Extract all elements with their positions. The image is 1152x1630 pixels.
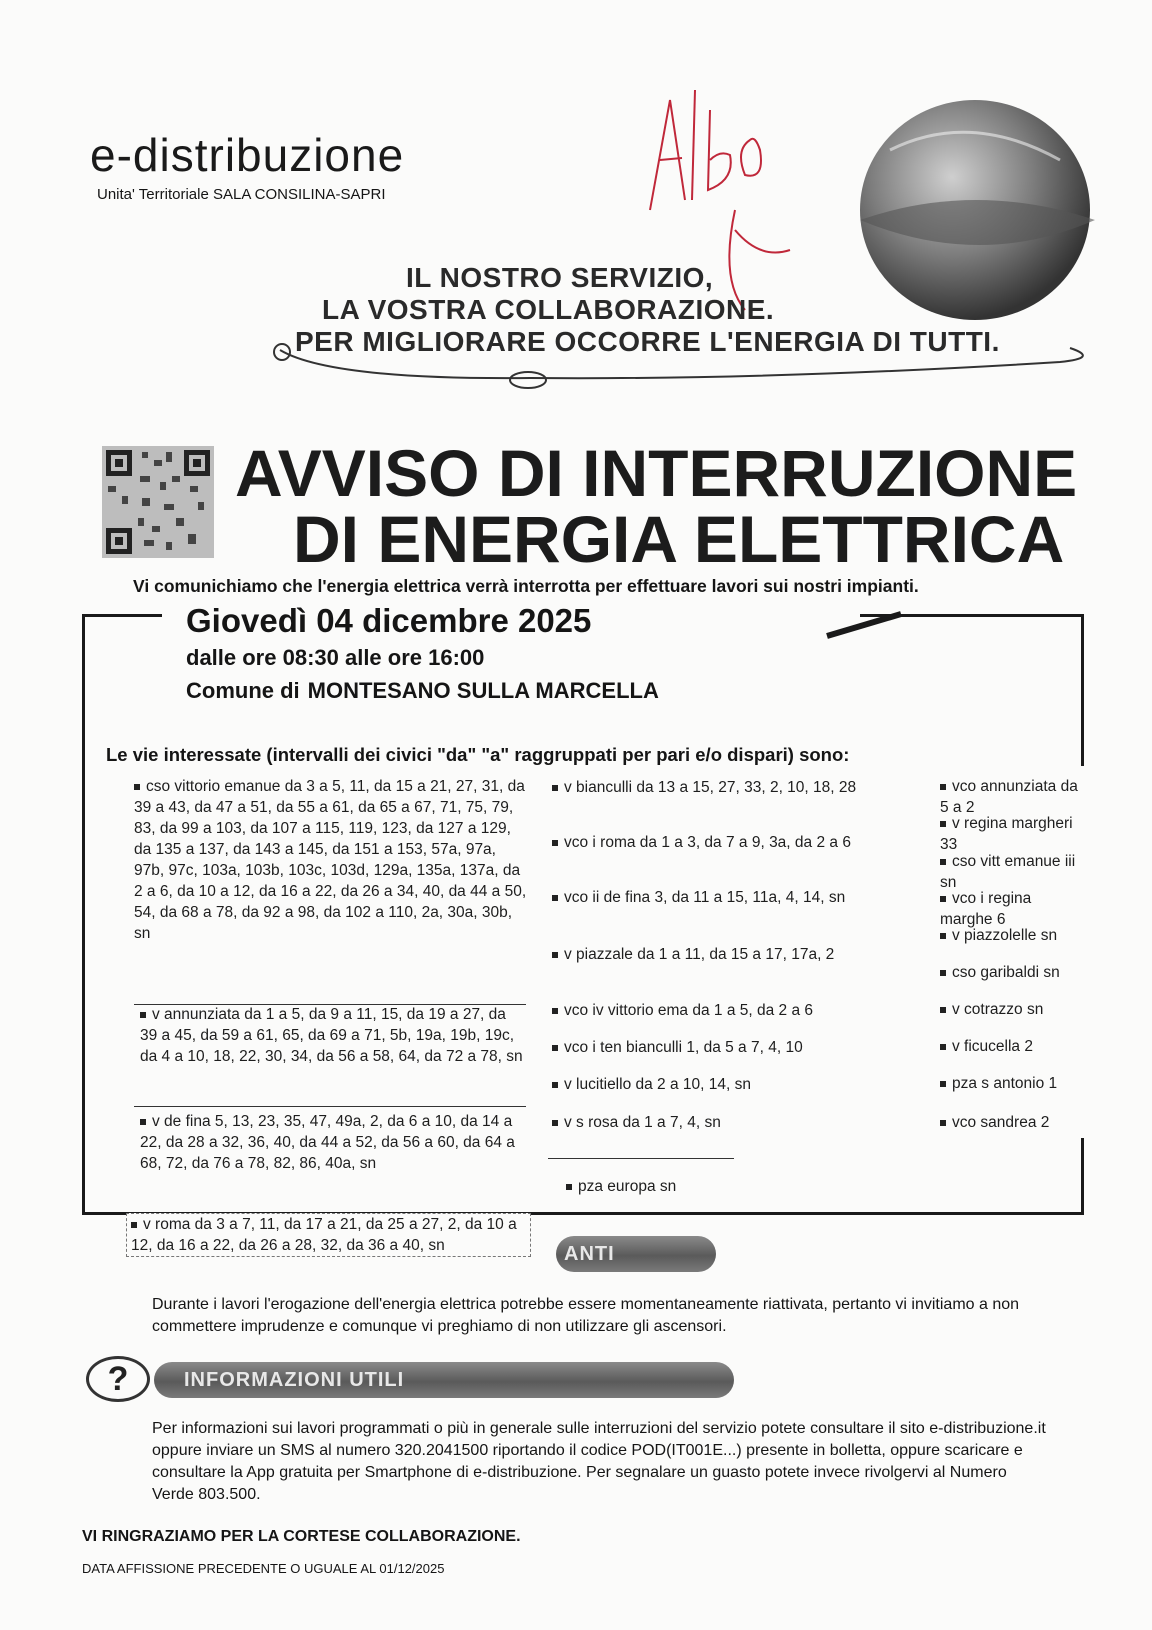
street-text: pza europa sn <box>578 1178 677 1195</box>
street-text: cso vitt emanue iii sn <box>940 853 1076 891</box>
help-icon <box>86 1356 150 1402</box>
street-item <box>940 925 1080 946</box>
street-item <box>126 1213 531 1257</box>
info-text: Per informazioni sui lavori programmati o più in generale sulle interruzioni del servizio potete consultare il sito e-distribuzione.it oppure inviare un SMS al numero 320.2041500 riportando il codice POD(IT001E...) presente in bolletta, oppure scaricare e consultare la App gratuita per Smartphone di e-distribuzione. Per segnalare un guasto potete invece rivolgervi al Numero Verde 803.500. <box>152 1420 1046 1503</box>
street-text: v cotrazzo sn <box>952 1001 1044 1018</box>
street-item <box>940 776 1080 818</box>
bullet-icon <box>940 1120 946 1126</box>
street-text: v de fina 5, 13, 23, 35, 47, 49a, 2, da 6 a 10, da 14 a 22, da 28 a 32, 36, 40, da 44 a 52, da 56 a 60, da 64 a 68, 72, da 76 a 78, 82, 86, 40a, sn <box>140 1113 515 1172</box>
streets-header: Le vie interessate (intervalli dei civici "da" "a" raggruppati per pari e/o dispari) sono: <box>106 744 850 765</box>
notice-title-line-1: AVVISO DI INTERRUZIONE <box>235 436 1078 510</box>
street-text: v piazzolelle sn <box>952 927 1058 944</box>
bullet-icon <box>940 821 946 827</box>
globe-image <box>830 70 1100 340</box>
street-item <box>940 1036 1080 1057</box>
frame-top-left <box>82 614 162 617</box>
logo-text: -distribuzione <box>116 129 405 181</box>
warning-pill-label: ANTI <box>564 1243 615 1265</box>
street-item <box>940 999 1080 1020</box>
bullet-icon <box>940 1044 946 1050</box>
bullet-icon <box>940 896 946 902</box>
bullet-icon <box>566 1184 572 1190</box>
outage-date: Giovedì 04 dicembre 2025 <box>186 602 592 639</box>
street-text: v annunziata da 1 a 5, da 9 a 11, 15, da 19 a 27, da 39 a 45, da 59 a 61, 65, da 69 a 71, 5b, 19a, 19b, 19c, da 4 a 10, 18, 22, 30, 34, da 56 a 58, 64, da 72 a 78, sn <box>140 1006 523 1065</box>
bullet-icon <box>134 784 140 790</box>
qr-code <box>102 446 214 558</box>
street-item <box>552 832 932 853</box>
slogan-line-3: PER MIGLIORARE OCCORRE L'ENERGIA DI TUTTI. <box>295 326 1000 357</box>
bullet-icon <box>940 859 946 865</box>
street-text: vco sandrea 2 <box>952 1114 1050 1131</box>
territorial-unit: Unita' Territoriale SALA CONSILINA-SAPRI <box>97 186 386 203</box>
bullet-icon <box>940 784 946 790</box>
plug-cable-icon <box>270 340 1110 410</box>
bullet-icon <box>140 1012 146 1018</box>
logo-mark: e <box>90 129 117 181</box>
street-item <box>940 813 1080 855</box>
bullet-icon <box>940 970 946 976</box>
info-pill <box>154 1362 734 1398</box>
bullet-icon <box>552 952 558 958</box>
street-text: v lucitiello da 2 a 10, 14, sn <box>564 1076 751 1093</box>
divider <box>548 1158 734 1159</box>
street-text: vco annunziata da 5 a 2 <box>940 778 1078 816</box>
street-item <box>552 1074 932 1095</box>
frame-right-bottom <box>1081 1138 1084 1214</box>
street-text: cso vittorio emanue da 3 a 5, 11, da 15 a 21, 27, 31, da 39 a 43, da 47 a 51, da 55 a 61, da 65 a 67, 71, 75, 79, 83, da 99 a 103, da 107 a 115, 119, 123, da 127 a 129, da 135 a 137, da 143 a 145, da 151 a 153, 57a, 97a, 97b, 97c, 103a, 103b, 103c, 103d, 129a, 135a, 137a, da 2 a 6, da 10 a 12, da 16 a 22, da 26 a 34, 40, da 44 a 50, 54, da 68 a 78, da 92 a 98, da 102 a 110, 2a, 30a, 30b, sn <box>134 778 527 942</box>
street-item <box>940 1073 1080 1094</box>
bullet-icon <box>552 1008 558 1014</box>
help-icon-glyph: ? <box>107 1360 129 1398</box>
street-text: vco i roma da 1 a 3, da 7 a 9, 3a, da 2 a 6 <box>564 834 851 851</box>
bullet-icon <box>552 895 558 901</box>
street-text: v s rosa da 1 a 7, 4, sn <box>564 1114 721 1131</box>
bullet-icon <box>552 840 558 846</box>
street-text: v bianculli da 13 a 15, 27, 33, 2, 10, 18, 28 <box>564 779 857 796</box>
street-text: v regina margheri 33 <box>940 815 1073 853</box>
bullet-icon <box>940 1081 946 1087</box>
street-item <box>940 1112 1080 1133</box>
street-item <box>940 851 1080 893</box>
bullet-icon <box>552 1120 558 1126</box>
outage-comune <box>186 678 659 704</box>
warning-text: Durante i lavori l'erogazione dell'energia elettrica potrebbe essere momentaneamente riattivata, pertanto vi invitiamo a non commettere imprudenze e comunque vi preghiamo di non utilizzare gli ascensori. <box>152 1296 1020 1335</box>
street-text: v roma da 3 a 7, 11, da 17 a 21, da 25 a 27, 2, da 10 a 12, da 16 a 22, da 26 a 28, 32, da 36 a 40, sn <box>131 1216 517 1254</box>
brand-logo <box>90 128 404 182</box>
street-item <box>552 1037 932 1058</box>
street-item <box>552 944 932 965</box>
street-item <box>140 1111 525 1174</box>
street-text: pza s antonio 1 <box>952 1075 1058 1092</box>
bullet-icon <box>552 1082 558 1088</box>
footer-thanks: VI RINGRAZIAMO PER LA CORTESE COLLABORAZIONE. <box>82 1528 521 1545</box>
street-item <box>552 1000 932 1021</box>
street-text: vco ii de fina 3, da 11 a 15, 11a, 4, 14, sn <box>564 889 846 906</box>
frame-left <box>82 614 85 1214</box>
bullet-icon <box>131 1222 137 1228</box>
street-item <box>134 776 529 944</box>
outage-hours: dalle ore 08:30 alle ore 16:00 <box>186 645 485 670</box>
slogan-line-2: LA VOSTRA COLLABORAZIONE. <box>322 294 775 325</box>
divider <box>134 1106 526 1107</box>
street-item <box>552 777 932 798</box>
warning-pill <box>556 1236 716 1272</box>
comune-label: Comune di <box>186 678 300 703</box>
street-text: cso garibaldi sn <box>952 964 1060 981</box>
slogan-line-1: IL NOSTRO SERVIZIO, <box>406 262 714 293</box>
street-item <box>566 1176 866 1197</box>
bullet-icon <box>940 933 946 939</box>
street-item <box>940 888 1080 930</box>
street-text: v piazzale da 1 a 11, da 15 a 17, 17a, 2 <box>564 946 835 963</box>
info-pill-label: INFORMAZIONI UTILI <box>184 1369 405 1391</box>
bullet-icon <box>552 1045 558 1051</box>
street-text: v ficucella 2 <box>952 1038 1033 1055</box>
street-item <box>140 1004 525 1067</box>
pen-stroke-icon <box>825 610 905 640</box>
notice-intro: Vi comunichiamo che l'energia elettrica verrà interrotta per effettuare lavori sui nostri impianti. <box>133 576 919 596</box>
street-text: vco iv vittorio ema da 1 a 5, da 2 a 6 <box>564 1002 813 1019</box>
bullet-icon <box>552 785 558 791</box>
street-item <box>552 1112 932 1133</box>
street-text: vco i ten bianculli 1, da 5 a 7, 4, 10 <box>564 1039 803 1056</box>
street-text: vco i regina marghe 6 <box>940 890 1032 928</box>
comune-name: MONTESANO SULLA MARCELLA <box>307 678 659 703</box>
frame-right-top <box>1081 614 1084 766</box>
bullet-icon <box>140 1119 146 1125</box>
footer-posting-date: DATA AFFISSIONE PRECEDENTE O UGUALE AL 01/12/2025 <box>82 1561 445 1576</box>
street-item <box>552 887 932 908</box>
street-item <box>940 962 1080 983</box>
notice-title <box>235 436 1078 576</box>
notice-title-line-2: DI ENERGIA ELETTRICA <box>293 502 1065 576</box>
bullet-icon <box>940 1007 946 1013</box>
